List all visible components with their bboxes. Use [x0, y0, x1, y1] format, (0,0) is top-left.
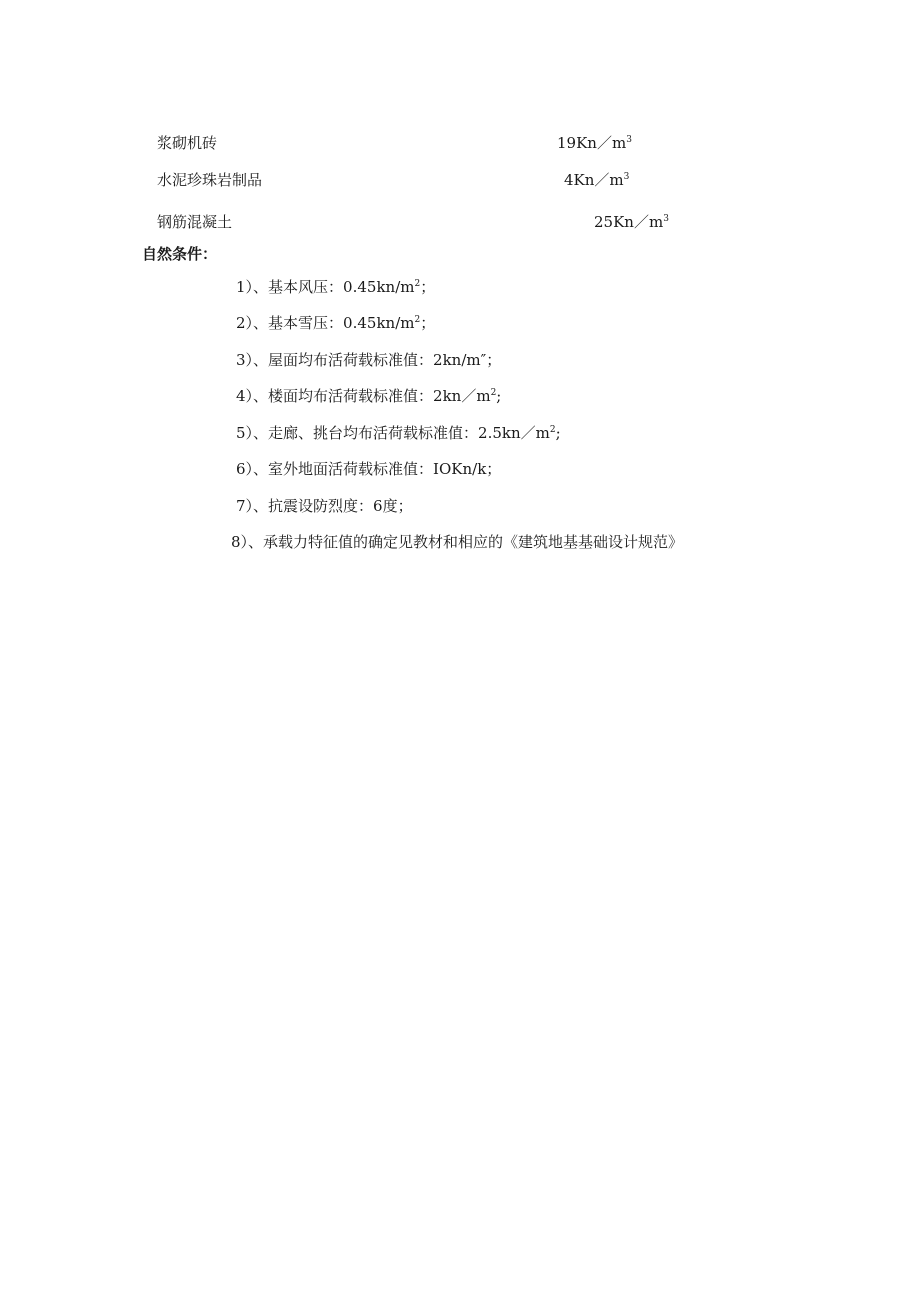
condition-item	[231, 531, 683, 552]
condition-exponent: 2	[549, 425, 556, 435]
material-value-text: 4Kn／m	[564, 171, 624, 189]
material-name: 水泥珍珠岩制品	[157, 171, 263, 189]
material-value-exponent: 3	[663, 214, 669, 224]
condition-text: 5）、走廊、挑台均布活荷载标准值：2.5kn／m	[236, 424, 550, 442]
material-value-text: 19Kn／m	[557, 134, 627, 152]
condition-text: 7）、抗震设防烈度：6度；	[236, 497, 413, 515]
material-name: 钢筋混凝土	[157, 213, 233, 231]
condition-tail: ；	[420, 278, 436, 296]
condition-item	[236, 495, 413, 516]
condition-item	[236, 422, 561, 443]
material-value	[594, 211, 669, 232]
condition-exponent: 2	[414, 279, 421, 289]
condition-text: 6）、室外地面活荷载标准值：IOKn/k；	[236, 460, 502, 478]
material-value	[564, 169, 629, 190]
condition-tail: ;	[496, 387, 502, 405]
material-name: 浆砌机砖	[157, 134, 218, 152]
condition-exponent: 2	[414, 315, 421, 325]
condition-item	[236, 349, 501, 370]
material-value-exponent: 3	[623, 172, 630, 182]
material-value	[557, 132, 632, 153]
condition-item	[236, 385, 501, 406]
material-value-text: 25Kn／m	[594, 213, 664, 231]
material-value-exponent: 3	[626, 135, 632, 145]
condition-tail: ；	[420, 314, 436, 332]
condition-text: 4）、楼面均布活荷载标准值：2kn／m	[236, 387, 491, 405]
condition-item	[236, 276, 435, 297]
condition-text: 2）、基本雪压：0.45kn/m	[236, 314, 415, 332]
condition-text: 1）、基本风压：0.45kn/m	[236, 278, 415, 296]
condition-item	[236, 458, 501, 479]
condition-tail: ;	[555, 424, 561, 442]
condition-text: 3）、屋面均布活荷载标准值：2kn/m″；	[236, 351, 502, 369]
condition-text: 8）、承载力特征值的确定见教材和相应的《建筑地基基础设计规范》	[231, 533, 684, 551]
condition-exponent: 2	[490, 388, 497, 398]
condition-item	[236, 312, 435, 333]
section-heading: 自然条件：	[142, 245, 218, 263]
